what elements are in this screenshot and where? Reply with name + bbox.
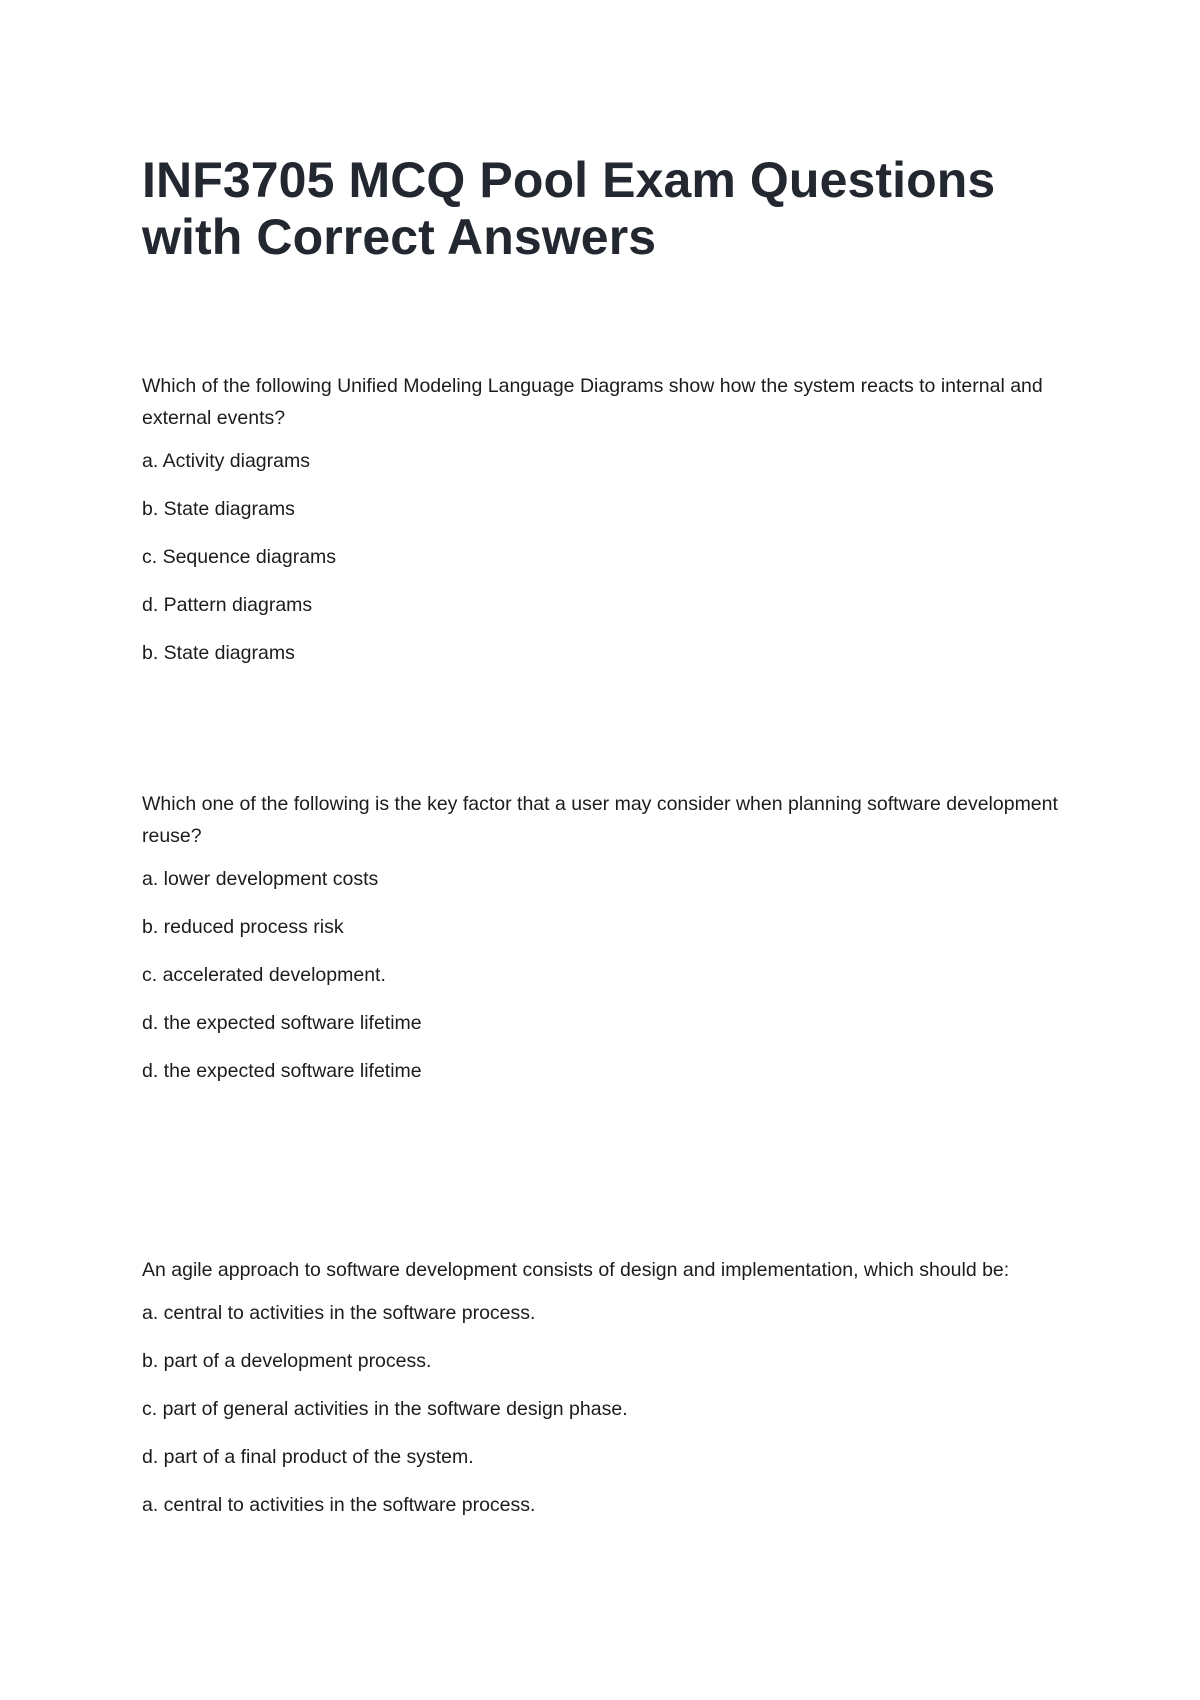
- answer-option: d. Pattern diagrams: [142, 594, 313, 616]
- correct-answer: b. State diagrams: [142, 642, 295, 664]
- question-text: Which one of the following is the key factor that a user may consider when planning software development reuse?: [142, 793, 1058, 847]
- answer-option: a. central to activities in the software process.: [142, 1302, 536, 1324]
- document-title: INF3705 MCQ Pool Exam Questions with Correct Answers: [142, 152, 996, 265]
- answer-option: b. part of a development process.: [142, 1350, 432, 1372]
- answer-option: c. Sequence diagrams: [142, 546, 337, 568]
- answer-option: c. accelerated development.: [142, 964, 386, 986]
- question-block: [142, 370, 1072, 670]
- answer-option: b. reduced process risk: [142, 916, 344, 938]
- answer-option: d. part of a final product of the system.: [142, 1446, 474, 1468]
- answer-option: d. the expected software lifetime: [142, 1012, 422, 1034]
- question-block: [142, 788, 1072, 1088]
- answer-option: c. part of general activities in the software design phase.: [142, 1398, 628, 1420]
- answer-option: b. State diagrams: [142, 498, 295, 520]
- answer-option: a. Activity diagrams: [142, 450, 310, 472]
- correct-answer: a. central to activities in the software process.: [142, 1494, 536, 1516]
- question-text: Which of the following Unified Modeling Language Diagrams show how the system reacts to internal and external events?: [142, 375, 1043, 429]
- correct-answer: d. the expected software lifetime: [142, 1060, 422, 1082]
- question-block: [142, 1254, 1072, 1522]
- answer-option: a. lower development costs: [142, 868, 379, 890]
- question-text: An agile approach to software development consists of design and implementation, which should be:: [142, 1259, 1010, 1281]
